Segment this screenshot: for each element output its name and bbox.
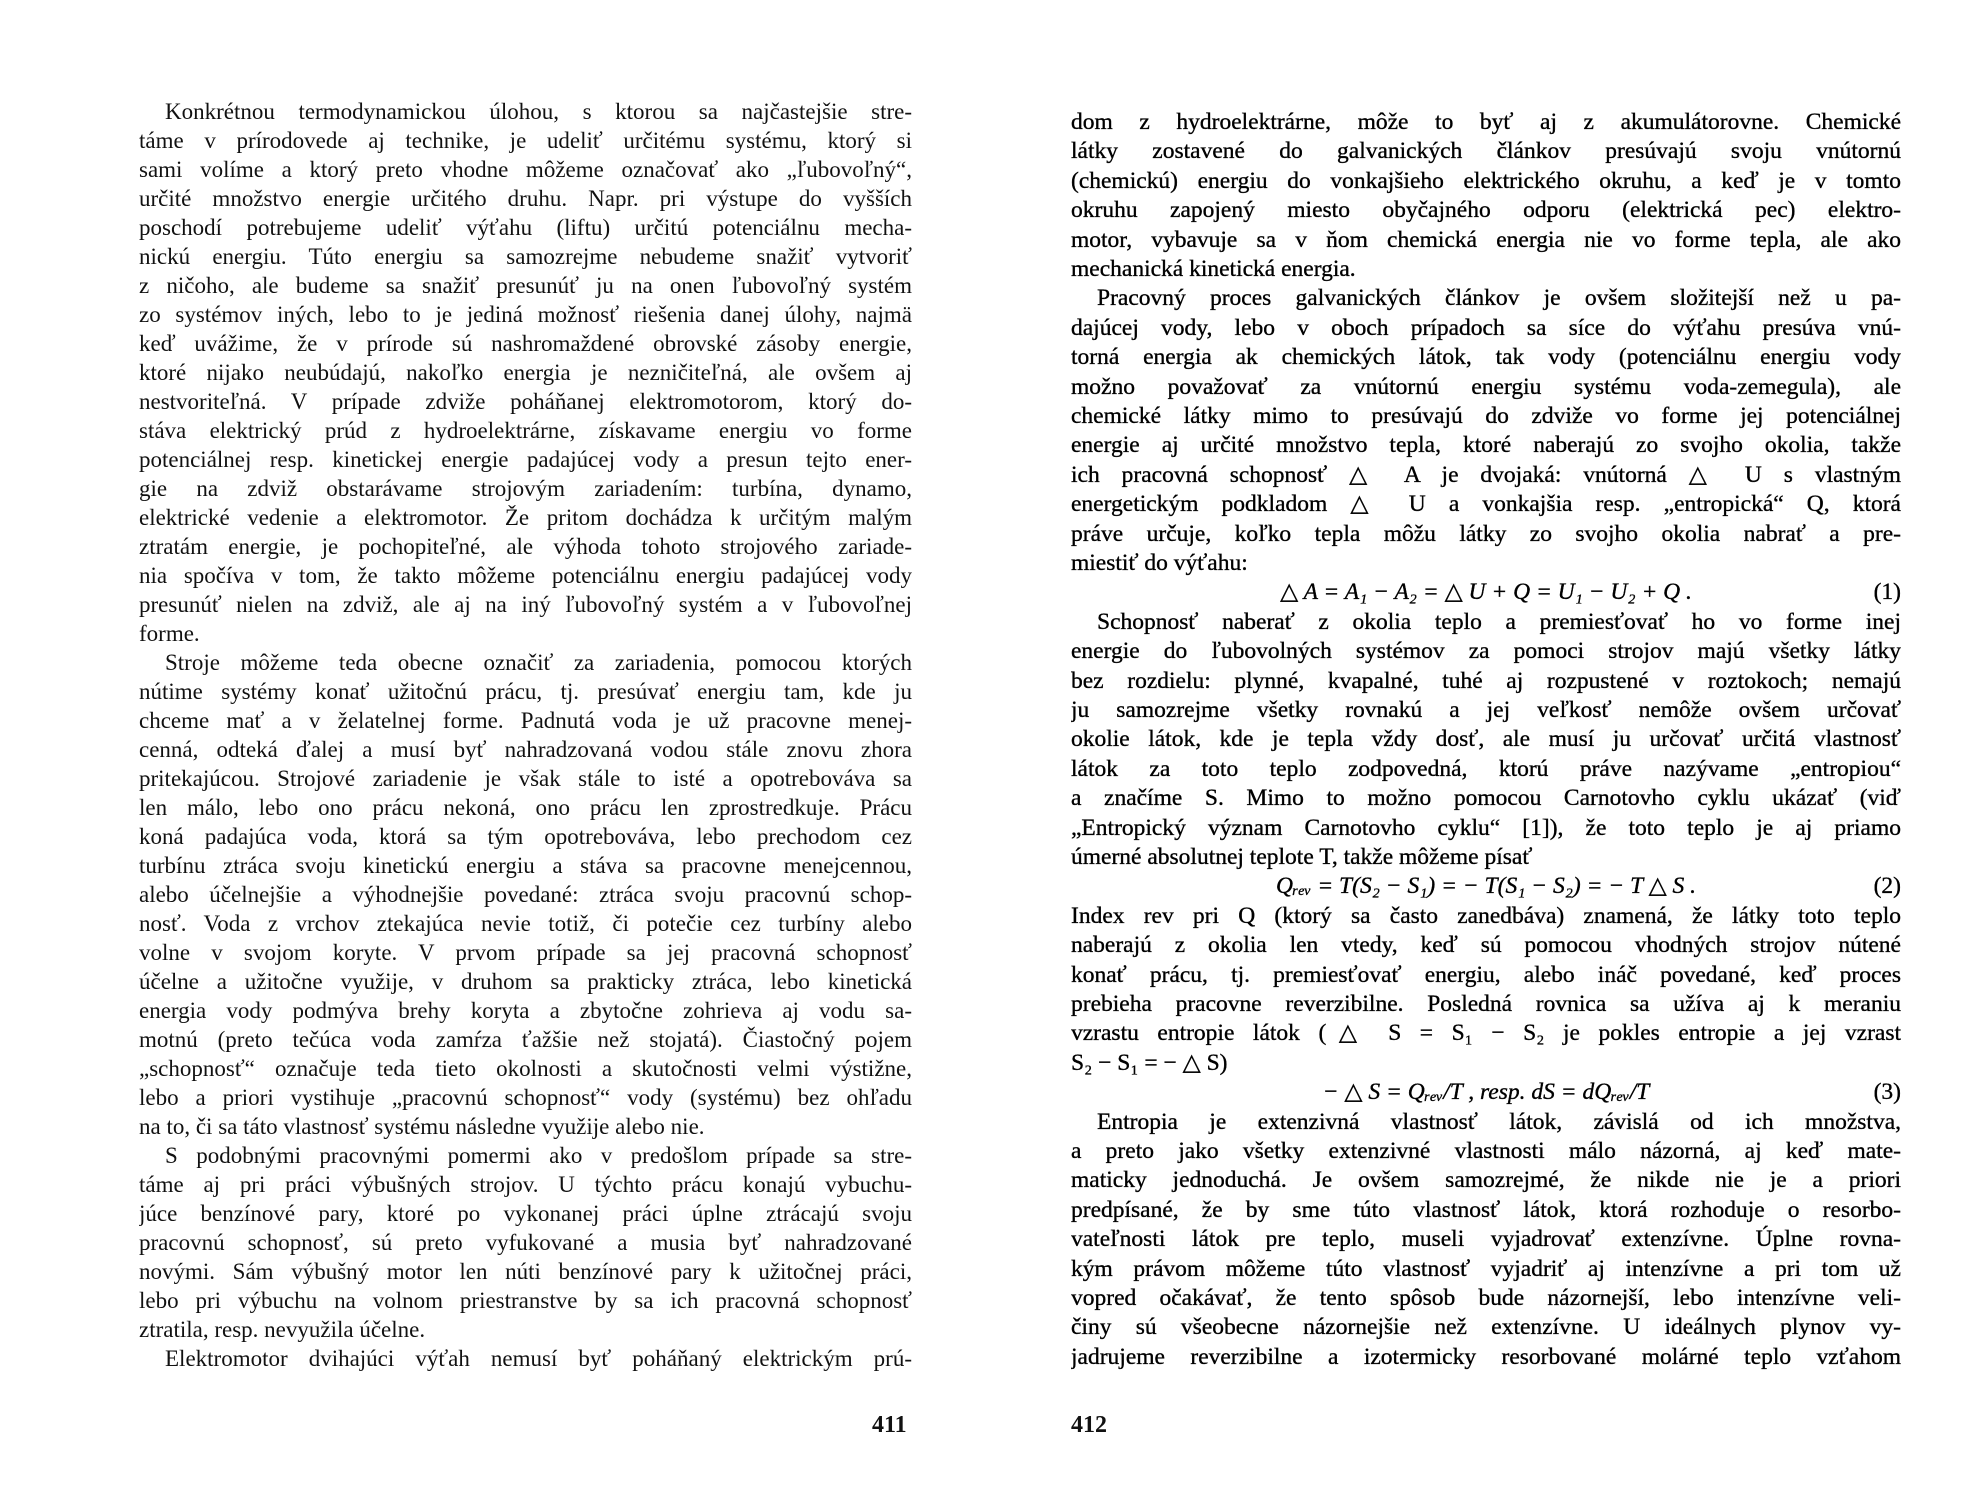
- text-line: [1071, 637, 1901, 666]
- text-line: [1071, 402, 1901, 431]
- text-line: [1071, 1137, 1901, 1166]
- text-line: [1071, 1284, 1901, 1313]
- line-text: vzrastu entropie látok (△ S = S₁ − S₂ je pokles entropie a jej vzrast: [1071, 1020, 1901, 1047]
- page-number-left: 411: [872, 1412, 907, 1438]
- line-text: maticky jednoduchá. Je ovšem samozrejmé, že nikde nie je a priori: [1071, 1167, 1901, 1194]
- line-text: mechanická kinetická energia.: [1071, 256, 1356, 282]
- line-text: ztratám energie, je pochopiteľné, ale výhoda tohoto strojového zariade-: [139, 534, 912, 559]
- line-text: Konkrétnou termodynamickou úlohou, s ktorou sa najčastejšie stre-: [165, 99, 912, 124]
- text-line: [139, 706, 912, 735]
- line-text: stáva elektrický prúd z hydroelektrárne, získavame energiu vo forme: [139, 418, 912, 443]
- line-text: určité množstvo energie určitého druhu. Napr. pri výstupe do vyšších: [139, 186, 912, 211]
- text-line: [139, 1228, 912, 1257]
- line-text: prebieha pracovne reverzibilne. Posledná rovnica sa užíva aj k meraniu: [1071, 991, 1901, 1017]
- text-line: [139, 1199, 912, 1228]
- text-line: [139, 590, 912, 619]
- text-line: [139, 300, 912, 329]
- text-line: [139, 213, 912, 242]
- line-text: práve určuje, koľko tepla môžu látky zo svojho okolia nabrať a pre-: [1071, 520, 1901, 547]
- text-line: [1071, 373, 1901, 402]
- line-text: S₂ − S₁ = − △ S): [1071, 1049, 1228, 1076]
- line-text: volne v svojom koryte. V prvom prípade sa jej pracovná schopnosť: [139, 940, 912, 965]
- text-line: [1071, 167, 1901, 196]
- line-text: nútime systémy konať užitočnú prácu, tj. presúvať energiu tam, kde ju: [139, 679, 912, 704]
- text-line: [1071, 814, 1901, 843]
- line-text: bez rozdielu: plynné, kvapalné, tuhé aj rozpustené v roztokoch; nemajú: [1071, 667, 1901, 694]
- text-line: [139, 735, 912, 764]
- line-text: forme.: [139, 621, 200, 646]
- line-text: táme aj pri práci výbušných strojov. U týchto prácu konajú vybuchu-: [139, 1172, 912, 1197]
- text-line: [1071, 461, 1901, 490]
- line-text: látok za toto teplo zodpovedná, ktorú práve nazývame „entropiou“: [1071, 755, 1901, 782]
- text-line: [139, 1083, 912, 1112]
- line-text: miestiť do výťahu:: [1071, 550, 1248, 576]
- line-text: novými. Sám výbušný motor len núti benzínové pary k užitočnej práci,: [139, 1259, 912, 1284]
- text-line: [1071, 520, 1901, 549]
- line-text: sami volíme a ktorý preto vhodne môžeme označovať ako „ľubovoľný“,: [139, 157, 912, 182]
- line-text: potenciálnej resp. kinetickej energie padajúcej vody a presun tejto ener-: [139, 447, 912, 472]
- text-line: [1071, 1196, 1901, 1225]
- line-text: ich pracovná schopnosť △ A je dvojaká: vnútorná △ U s vlastným: [1071, 461, 1901, 488]
- text-line: [139, 1257, 912, 1286]
- line-text: zo systémov iných, lebo to je jediná možnosť riešenia danej úlohy, najmä: [139, 302, 912, 327]
- text-line: [1071, 549, 1901, 578]
- line-text: Entropia je extenzivná vlastnosť látok, závislá od ich množstva,: [1097, 1108, 1901, 1135]
- line-text: elektrické vedenie a elektromotor. Že pritom dochádza k určitým malým: [139, 505, 912, 530]
- line-text: látky zostavené do galvanických článkov presúvajú svoju vnútornú: [1071, 138, 1901, 165]
- line-text: len málo, lebo ono prácu nekoná, ono prácu len zprostredkuje. Prácu: [139, 795, 912, 820]
- line-text: „schopnosť“ označuje teda tieto okolnosti a skutočnosti velmi výstižne,: [139, 1056, 912, 1081]
- line-text: ztratila, resp. nevyužila účelne.: [139, 1317, 426, 1342]
- text-line: [139, 909, 912, 938]
- line-text: Schopnosť naberať z okolia teplo a premiesťovať ho vo forme inej: [1097, 608, 1901, 635]
- line-text: energetickým podkladom △ U a vonkajšia resp. „entropická“ Q, ktorá: [1071, 491, 1901, 518]
- text-line: [139, 1286, 912, 1315]
- line-text: nickú energiu. Túto energiu sa samozrejme nebudeme snažiť vytvoriť: [139, 244, 912, 269]
- line-text: energia vody podmýva brehy koryta a zbytočne zohrieva aj vodu sa-: [139, 998, 912, 1023]
- line-text: „Entropický význam Carnotovho cyklu“ [1]), že toto teplo je aj priamo: [1071, 814, 1901, 841]
- line-text: lebo a priori vystihuje „pracovnú schopnosť“ vody (systému) bez ohľadu: [139, 1085, 912, 1110]
- equation-expression: − △ S = Qᵣₑᵥ/T , resp. dS = dQᵣₑᵥ/T: [1322, 1079, 1650, 1106]
- text-line: [1071, 137, 1901, 166]
- text-line: [1071, 931, 1901, 960]
- line-text: a značíme S. Mimo to možno pomocou Carnotovho cyklu ukázať (viď: [1071, 785, 1901, 812]
- text-line: [139, 416, 912, 445]
- line-text: vopred očakávať, že tento spôsob bude názornejší, lebo intenzívne veli-: [1071, 1285, 1901, 1311]
- equation: [1071, 578, 1901, 607]
- text-line: [1071, 431, 1901, 460]
- line-text: naberajú z okolia len vtedy, keď sú pomocou vhodných strojov nútené: [1071, 932, 1901, 959]
- line-text: energie do ľubovolných systémov za pomoci strojov majú všetky látky: [1071, 638, 1901, 665]
- text-line: [139, 677, 912, 706]
- line-text: jadrujeme reverzibilne a izotermicky resorbované molárné teplo vzťahom: [1071, 1343, 1901, 1370]
- line-text: torná energia ak chemických látok, tak vody (potenciálnu energiu vody: [1071, 344, 1901, 371]
- line-text: alebo účelnejšie a výhodnejšie povedané: ztráca svoju pracovnú schop-: [139, 882, 912, 907]
- text-line: [139, 1054, 912, 1083]
- line-text: Pracovný proces galvanických článkov je ovšem složitejší než u pa-: [1097, 285, 1901, 312]
- line-text: presunúť nielen na zdviž, ale aj na iný ľubovoľný systém a v ľubovoľnej: [139, 592, 912, 617]
- equation-number: (2): [1873, 873, 1901, 900]
- text-line: [139, 387, 912, 416]
- page-number-right: 412: [1071, 1412, 1107, 1438]
- line-text: na to, či sa táto vlastnosť systému následne využije alebo nie.: [139, 1114, 705, 1139]
- text-line: [139, 880, 912, 909]
- text-line: [139, 271, 912, 300]
- text-line: [1071, 1225, 1901, 1254]
- line-text: S podobnými pracovnými pomermi ako v predošlom prípade sa stre-: [165, 1143, 912, 1168]
- text-line: [139, 793, 912, 822]
- line-text: energie aj určité množstvo tepla, ktoré naberajú zo svojho okolia, takže: [1071, 432, 1901, 459]
- text-line: [139, 184, 912, 213]
- line-text: chceme mať a v želatelnej forme. Padnutá voda je už pracovne menej-: [139, 708, 912, 733]
- line-text: pracovnú schopnosť, sú preto vyfukované a musia byť nahradzované: [139, 1230, 912, 1255]
- text-line: [1071, 696, 1901, 725]
- text-line: [1071, 608, 1901, 637]
- text-line: [139, 155, 912, 184]
- line-text: úmerné absolutnej teplote T, takže môžeme písať: [1071, 844, 1533, 870]
- text-line: [1071, 961, 1901, 990]
- line-text: konať prácu, tj. premiesťovať energiu, alebo ináč povedané, keď proces: [1071, 961, 1901, 988]
- line-text: činy sú všeobecne názornejšie než extenzívne. U ideálnych plynov vy-: [1071, 1314, 1901, 1341]
- text-line: [1071, 1313, 1901, 1342]
- text-line: [1071, 490, 1901, 519]
- line-text: lebo pri výbuchu na volnom priestranstve by sa ich pracovná schopnosť: [139, 1288, 912, 1313]
- text-line: [1071, 226, 1901, 255]
- line-text: poschodí potrebujeme udeliť výťahu (liftu) určitú potenciálnu mecha-: [139, 215, 912, 240]
- line-text: (chemickú) energiu do vonkajšieho elektrického okruhu, a keď je v tomto: [1071, 167, 1901, 194]
- text-line: [139, 1344, 912, 1373]
- text-line: [139, 503, 912, 532]
- line-text: kým právom môžeme túto vlastnosť vyjadriť aj intenzívne a pri tom už: [1071, 1255, 1901, 1282]
- line-text: chemické látky mimo to presúvajú do zdviže vo forme jej potenciálnej: [1071, 403, 1901, 429]
- text-line: [139, 1025, 912, 1054]
- line-text: predpísané, že by sme túto vlastnosť látok, ktorá rozhoduje o resorbo-: [1071, 1196, 1901, 1223]
- text-line: [139, 1112, 912, 1141]
- line-text: turbínu ztráca svoju kinetickú energiu a stáva sa pracovne menejcennou,: [139, 853, 912, 878]
- text-line: [1071, 314, 1901, 343]
- line-text: okruhu zapojený miesto obyčajného odporu (elektrická pec) elektro-: [1071, 197, 1901, 224]
- equation: [1071, 872, 1901, 901]
- text-line: [1071, 902, 1901, 931]
- line-text: Stroje môžeme teda obecne označiť za zariadenia, pomocou ktorých: [165, 650, 912, 675]
- line-text: keď uvážime, že v prírode sú nashromaždené obrovské zásoby energie,: [139, 331, 912, 356]
- text-line: [139, 1141, 912, 1170]
- text-line: [139, 358, 912, 387]
- equation: [1071, 1078, 1901, 1107]
- text-line: [139, 126, 912, 155]
- line-text: ktoré nijako neubúdajú, nakoľko energia je nezničiteľná, ale ovšem aj: [139, 360, 912, 385]
- line-text: dajúcej vody, lebo v oboch prípadoch sa síce do výťahu presúva vnú-: [1071, 314, 1901, 341]
- line-text: táme v prírodovede aj technike, je udeliť určitému systému, ktorý si: [139, 128, 912, 153]
- line-text: júce benzínové pary, ktoré po vykonanej práci úplne ztrácajú svoju: [139, 1201, 912, 1226]
- line-text: vateľnosti látok pre teplo, museli vyjadrovať extenzívne. Úplne rovna-: [1071, 1226, 1901, 1253]
- line-text: ju samozrejme všetky rovnakú a jej veľkosť nemôže ovšem určovať: [1071, 697, 1901, 723]
- line-text: Elektromotor dvihajúci výťah nemusí byť poháňaný elektrickým prú-: [165, 1346, 912, 1371]
- text-line: [139, 329, 912, 358]
- text-line: [139, 474, 912, 503]
- line-text: koná padajúca voda, ktorá sa tým opotrebováva, lebo prechodom cez: [139, 824, 912, 849]
- text-line: [1071, 284, 1901, 313]
- text-line: [139, 822, 912, 851]
- text-line: [1071, 1343, 1901, 1372]
- text-line: [1071, 108, 1901, 137]
- equation-number: (3): [1873, 1079, 1901, 1106]
- text-line: [139, 764, 912, 793]
- text-line: [139, 445, 912, 474]
- text-line: [139, 851, 912, 880]
- text-line: [1071, 1108, 1901, 1137]
- text-line: [1071, 1255, 1901, 1284]
- text-line: [1071, 1019, 1901, 1048]
- text-line: [139, 1315, 912, 1344]
- text-line: [139, 242, 912, 271]
- text-line: [139, 532, 912, 561]
- line-text: cenná, odteká ďalej a musí byť nahradzovaná vodou stále znovu zhora: [139, 737, 912, 762]
- line-text: a preto jako všetky extenzivné vlastnosti málo názorná, aj keď mate-: [1071, 1138, 1901, 1164]
- text-line: [139, 561, 912, 590]
- text-line: [139, 619, 912, 648]
- line-text: možno považovať za vnútornú energiu systému voda-zemegula), ale: [1071, 373, 1901, 400]
- text-line: [1071, 843, 1901, 872]
- line-text: gie na zdviž obstarávame strojovým zariadením: turbína, dynamo,: [139, 476, 912, 501]
- line-text: z ničoho, ale budeme sa snažiť presunúť ju na onen ľubovoľný systém: [139, 273, 912, 298]
- equation-expression: Qᵣₑᵥ = T(S₂ − S₁) = − T(S₁ − S₂) = − T △ S .: [1275, 873, 1697, 900]
- text-line: [1071, 784, 1901, 813]
- line-text: Index rev pri Q (ktorý sa často zanedbáva) znamená, že látky toto teplo: [1071, 902, 1901, 929]
- text-line: [139, 967, 912, 996]
- line-text: dom z hydroelektrárne, môže to byť aj z akumulátorovne. Chemické: [1071, 109, 1901, 135]
- text-line: [139, 97, 912, 126]
- line-text: účelne a užitočne využije, v druhom sa prakticky ztráca, lebo kinetická: [139, 969, 912, 994]
- text-line: [1071, 196, 1901, 225]
- line-text: pritekajúcou. Strojové zariadenie je však stále to isté a opotrebováva sa: [139, 766, 912, 791]
- text-line: [1071, 725, 1901, 754]
- equation-number: (1): [1873, 579, 1901, 606]
- text-line: [1071, 667, 1901, 696]
- text-line: [1071, 755, 1901, 784]
- text-line: [139, 1170, 912, 1199]
- line-text: okolie látok, kde je tepla vždy dosť, ale musí ju určovať určitá vlastnosť: [1071, 726, 1901, 753]
- line-text: motor, vybavuje sa v ňom chemická energia nie vo forme tepla, ale ako: [1071, 226, 1901, 253]
- text-line: [1071, 990, 1901, 1019]
- line-text: nosť. Voda z vrchov ztekajúca nevie totiž, či potečie cez turbíny alebo: [139, 911, 912, 936]
- line-text: nestvoriteľná. V prípade zdviže poháňanej elektromotorom, ktorý do-: [139, 389, 912, 414]
- text-line: [139, 938, 912, 967]
- text-line: [139, 996, 912, 1025]
- text-line: [1071, 1166, 1901, 1195]
- text-line: [1071, 343, 1901, 372]
- text-line: [1071, 255, 1901, 284]
- equation-expression: △ A = A₁ − A₂ = △ U + Q = U₁ − U₂ + Q .: [1280, 579, 1692, 606]
- line-text: nia spočíva v tom, že takto môžeme potenciálnu energiu padajúcej vody: [139, 563, 912, 588]
- line-text: motnú (preto tečúca voda zamŕza ťažšie než stojatá). Čiastočný pojem: [139, 1027, 912, 1052]
- text-line: [1071, 1049, 1901, 1078]
- text-line: [139, 648, 912, 677]
